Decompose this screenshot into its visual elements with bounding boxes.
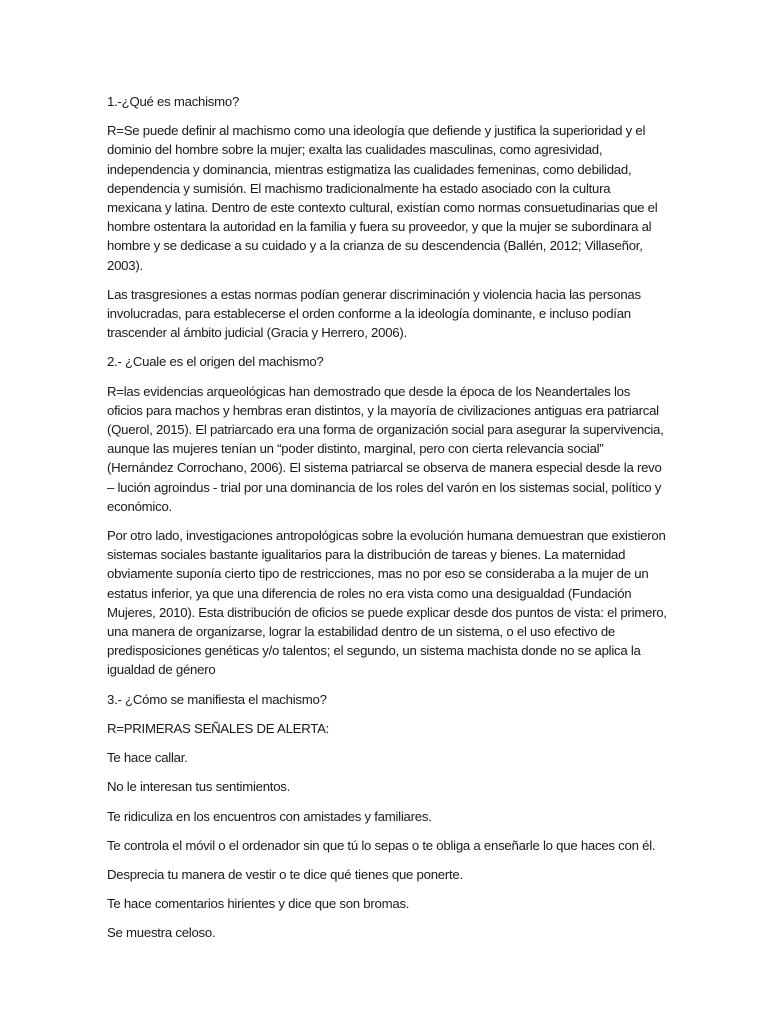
alert-sign-item: Te hace callar. — [107, 750, 188, 766]
alert-signs-heading: R=PRIMERAS SEÑALES DE ALERTA: — [107, 720, 330, 736]
alert-sign-item: Te ridiculiza en los encuentros con amistades y familiares. — [107, 808, 432, 824]
alert-sign-item: Desprecia tu manera de vestir o te dice qué tienes que ponerte. — [107, 866, 463, 882]
answer-2-paragraph-2: Por otro lado, investigaciones antropológicas sobre la evolución humana demuestran que existieron sistemas sociales bastante igualitarios para la distribución de tareas y bienes. La maternidad obviamente suponía cierto tipo de restricciones, mas no por eso se consideraba a la mujer de un estatus inferior, ya que una diferencia de roles no era vista como una desigualdad (Fundación Mujeres, 2010). Esta distribución de oficios se puede explicar desde dos puntos de vista: el primero, una manera de organizarse, lograr la estabilidad dentro de un sistema, o el uso efectivo de predisposiciones genéticas y/o talentos; el segundo, un sistema machista donde no se aplica la igualdad de género — [107, 528, 667, 678]
alert-sign-item: Te controla el móvil o el ordenador sin que tú lo sepas o te obliga a enseñarle lo que haces con él. — [107, 837, 656, 853]
alert-sign-item: Se muestra celoso. — [107, 925, 216, 941]
alert-sign-item: Te hace comentarios hirientes y dice que son bromas. — [107, 896, 410, 912]
question-2: 2.- ¿Cuale es el origen del machismo? — [107, 354, 324, 370]
answer-1-paragraph-2: Las trasgresiones a estas normas podían generar discriminación y violencia hacia las personas involucradas, para establecerse el orden conforme a la ideología dominante, e incluso podían trascender al ámbito judicial (Gracia y Herrero, 2006). — [107, 286, 641, 341]
alert-sign-item: No le interesan tus sentimientos. — [107, 779, 291, 795]
answer-2: R=las evidencias arqueológicas han demostrado que desde la época de los Neandertales los oficios para machos y hembras eran distintos, y la mayoría de civilizaciones antiguas era patriarcal (Querol, 2015). El patriarcado era una forma de organización social para asegurar la supervivencia, aunque las mujeres tenían un “poder distinto, marginal, pero con cierta relevancia social” (Hernández Corrochano, 2006). El sistema patriarcal se observa de manera especial desde la revo – lución agroindus - trial por una dominancia de los roles del varón en los sistemas social, político y económico. — [107, 383, 664, 514]
question-3: 3.- ¿Cómo se manifiesta el machismo? — [107, 691, 327, 707]
question-1: 1.-¿Qué es machismo? — [107, 94, 240, 109]
answer-1: R=Se puede definir al machismo como una ideología que defiende y justifica la superioridad y el dominio del hombre sobre la mujer; exalta las cualidades masculinas, como agresividad, independencia y dominancia, mientras estigmatiza las cualidades femeninas, como debilidad, dependencia y sumisión. El machismo tradicionalmente ha estado asociado con la cultura mexicana y latina. Dentro de este contexto cultural, existían como normas consuetudinarias que el hombre ostentara la autoridad en la familia y fuera su proveedor, y que la mujer se subordinara al hombre y se dedicase a su cuidado y a la crianza de su descendencia (Ballén, 2012; Villaseñor, 2003). — [107, 123, 658, 273]
